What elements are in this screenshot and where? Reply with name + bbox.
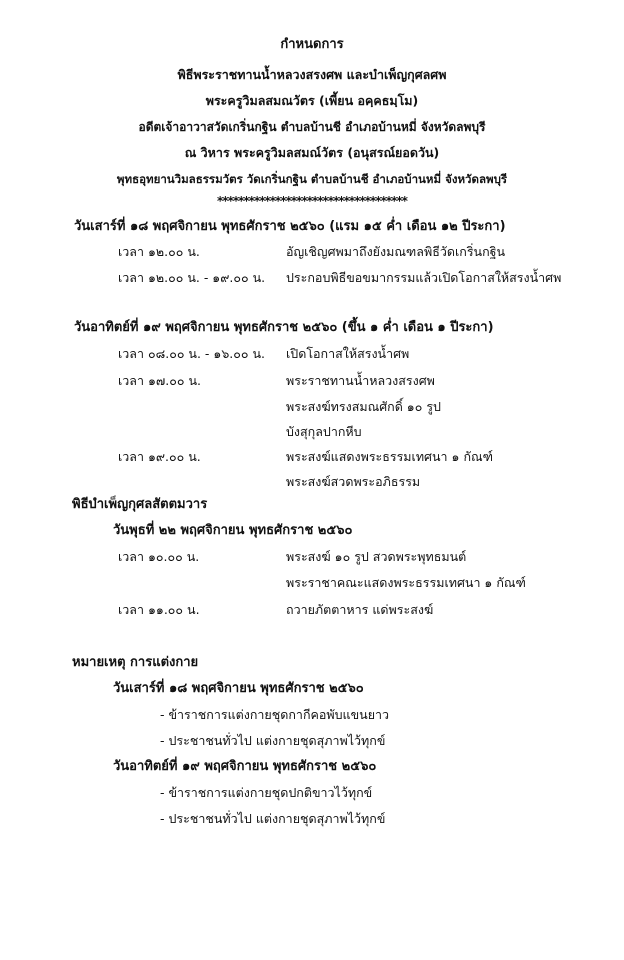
day2-row-desc: พระสงฆ์แสดงพระธรรมเทศนา ๑ กัณฑ์ <box>286 449 493 464</box>
day1-row-desc: ประกอบพิธีขอขมากรรมแล้วเปิดโอกาสให้สรงน้ำศพ <box>286 270 562 285</box>
note-item: - ข้าราชการแต่งกายชุดปกติขาวไว้ทุกข์ <box>160 785 373 800</box>
monk-name: พระครูวิมลสมณวัตร (เพี้ยน อคฺคธมฺโม) <box>205 93 419 108</box>
day7-title: พิธีบำเพ็ญกุศลสัตตมวาร <box>72 497 208 512</box>
day2-row-desc: เปิดโอกาสให้สรงน้ำศพ <box>286 346 410 361</box>
day7-row-desc: พระราชาคณะแสดงพระธรรมเทศนา ๑ กัณฑ์ <box>286 575 526 590</box>
day1-row-time: เวลา ๑๒.๐๐ น. <box>118 244 200 259</box>
note-group-heading: วันอาทิตย์ที่ ๑๙ พฤศจิกายน พุทธศักราช ๒๕๖๐ <box>113 759 377 774</box>
note-title: หมายเหตุ การแต่งกาย <box>72 655 199 670</box>
day2-row-desc: บังสุกุลปากหีบ <box>286 424 362 439</box>
doc-title: กำหนดการ <box>280 37 344 52</box>
day7-heading: วันพุธที่ ๒๒ พฤศจิกายน พุทธศักราช ๒๕๖๐ <box>113 523 353 538</box>
day2-row-time: เวลา ๑๗.๐๐ น. <box>118 373 202 388</box>
note-item: - ประชาชนทั่วไป แต่งกายชุดสุภาพไว้ทุกข์ <box>160 811 386 826</box>
day7-row-time: เวลา ๑๑.๐๐ น. <box>118 602 200 617</box>
day1-heading: วันเสาร์ที่ ๑๘ พฤศจิกายน พุทธศักราช ๒๕๖๐ (แรม ๑๕ ค่ำ เดือน ๑๒ ปีระกา) <box>74 219 506 234</box>
venue: ณ วิหาร พระครูวิมลสมณ์วัตร (อนุสรณ์ยอดวัน) <box>184 145 440 160</box>
day2-row-time: เวลา ๑๙.๐๐ น. <box>118 449 201 464</box>
day7-row-desc: ถวายภัตตาหาร แด่พระสงฆ์ <box>286 602 434 617</box>
venue-location: พุทธอุทยานวิมลธรรมวัตร วัดเกริ่นกฐิน ตำบลบ้านชี อำเภอบ้านหมี่ จังหวัดลพบุรี <box>116 172 508 186</box>
note-item: - ประชาชนทั่วไป แต่งกายชุดสุภาพไว้ทุกข์ <box>160 733 386 748</box>
ceremony-title: พิธีพระราชทานน้ำหลวงสรงศพ และบำเพ็ญกุศลศพ <box>177 67 447 82</box>
monk-former-position: อดีตเจ้าอาวาสวัดเกริ่นกฐิน ตำบลบ้านชี อำเภอบ้านหมี่ จังหวัดลพบุรี <box>138 120 486 134</box>
day2-row-time: เวลา ๐๘.๐๐ น. - ๑๖.๐๐ น. <box>118 346 265 361</box>
day1-row-desc: อัญเชิญศพมาถึงยังมณฑลพิธีวัดเกริ่นกฐิน <box>286 244 506 259</box>
separator-stars: ************************************ <box>217 194 407 208</box>
day2-row-desc: พระสงฆ์ทรงสมณศักดิ์ ๑๐ รูป <box>286 399 441 414</box>
note-group-heading: วันเสาร์ที่ ๑๘ พฤศจิกายน พุทธศักราช ๒๕๖๐ <box>113 681 364 696</box>
note-item: - ข้าราชการแต่งกายชุดกากีคอพับแขนยาว <box>160 707 390 722</box>
day2-row-desc: พระราชทานน้ำหลวงสรงศพ <box>286 373 435 388</box>
day1-row-time: เวลา ๑๒.๐๐ น. - ๑๙.๐๐ น. <box>118 270 266 285</box>
day2-heading: วันอาทิตย์ที่ ๑๙ พฤศจิกายน พุทธศักราช ๒๕๖๐ (ขึ้น ๑ ค่ำ เดือน ๑ ปีระกา) <box>74 320 494 335</box>
day2-row-desc: พระสงฆ์สวดพระอภิธรรม <box>286 474 421 489</box>
day7-row-time: เวลา ๑๐.๐๐ น. <box>118 549 200 564</box>
day7-row-desc: พระสงฆ์ ๑๐ รูป สวดพระพุทธมนต์ <box>286 549 467 564</box>
